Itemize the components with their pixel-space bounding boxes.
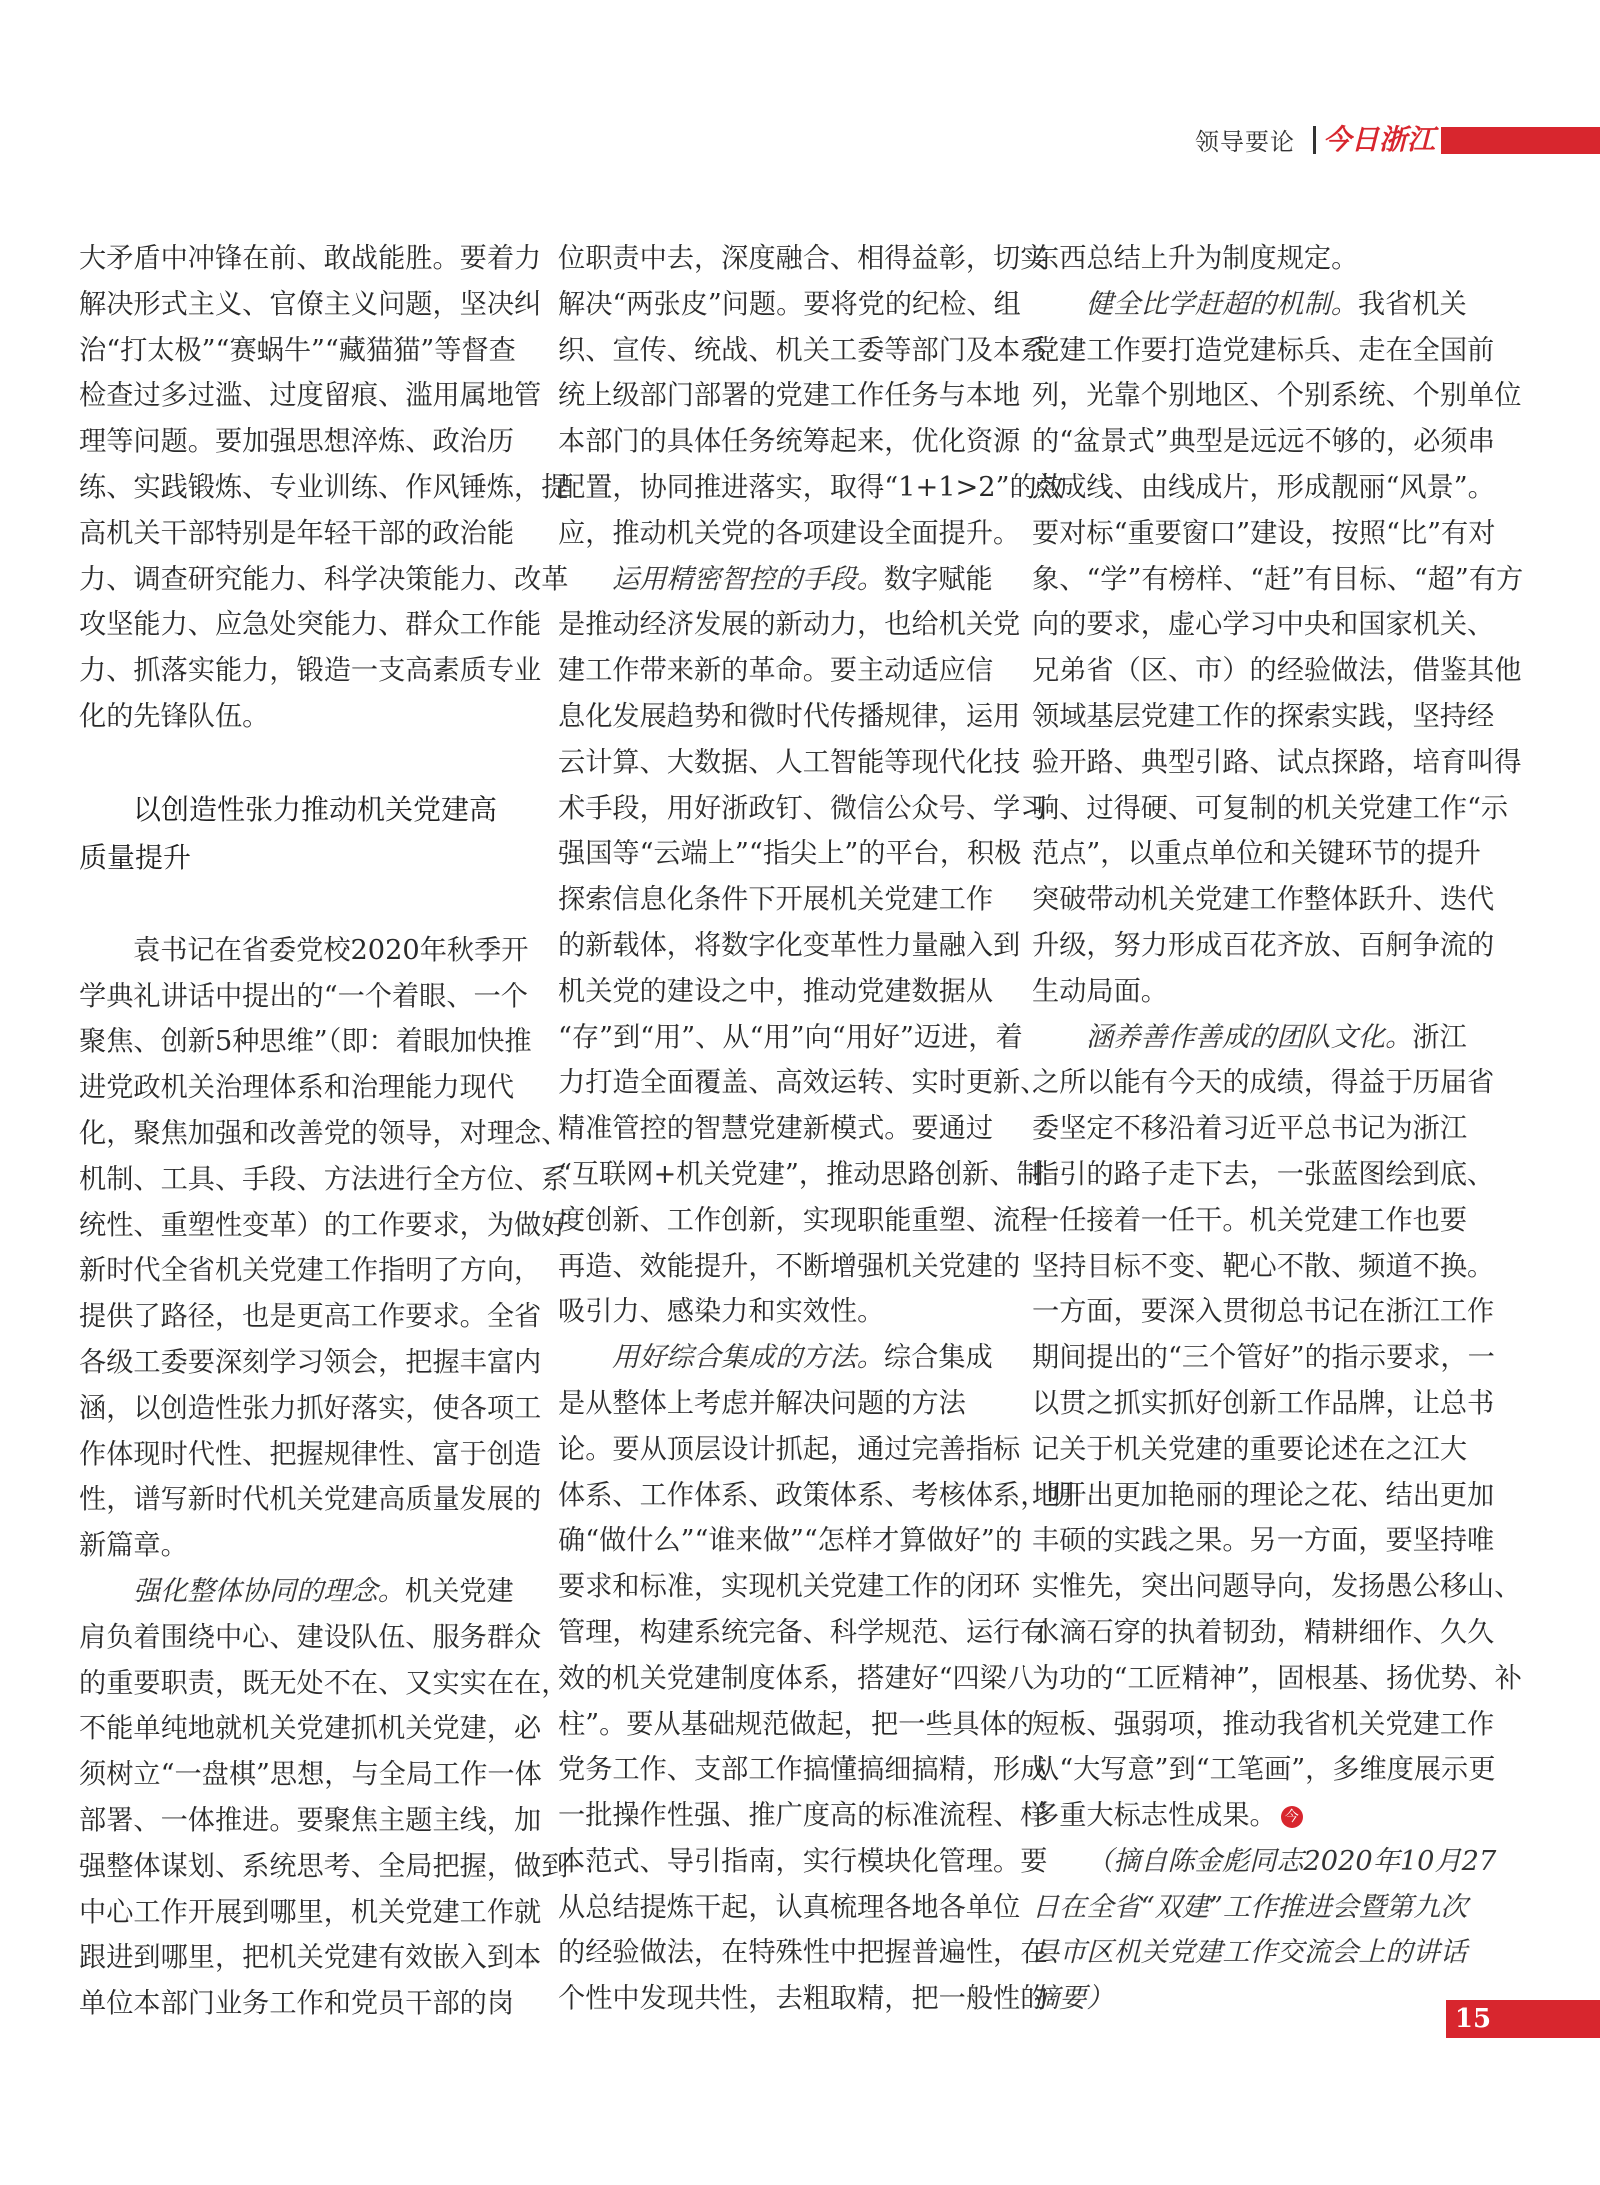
text-line: 的经验做法，在特殊性中把握普遍性，在 bbox=[558, 1937, 1048, 1969]
text-line: 高机关干部特别是年轻干部的政治能 bbox=[79, 517, 515, 549]
text-line: 短板、强弱项，推动我省机关党建工作 bbox=[1032, 1708, 1495, 1740]
paragraph-body bbox=[79, 928, 569, 1569]
text-line: 丰硕的实践之果。另一方面，要坚持唯 bbox=[1032, 1525, 1495, 1557]
text-line: 突破带动机关党建工作整体跃升、迭代 bbox=[1032, 884, 1495, 916]
text-line: 位职责中去，深度融合、相得益彰，切实 bbox=[558, 243, 1048, 274]
text-line: 性，谱写新时代机关党建高质量发展的 bbox=[79, 1484, 542, 1516]
text-line: 论。要从顶层设计抓起，通过完善指标 bbox=[558, 1433, 1021, 1465]
text-line: 新篇章。 bbox=[79, 1530, 188, 1562]
section-title: 领导要论 bbox=[1195, 128, 1295, 156]
text-line: 治“打太极”“赛蜗牛”“藏猫猫”等督查 bbox=[79, 334, 516, 366]
heading-line: 以创造性张力推动机关党建高 bbox=[133, 792, 498, 826]
text-line: 确“做什么”“谁来做”“怎样才算做好”的 bbox=[558, 1525, 1023, 1557]
text-line: 配置，协同推进落实，取得“1+1>2”的效 bbox=[558, 471, 1064, 503]
text-line: “互联网+机关党建”，推动思路创新、制 bbox=[558, 1158, 1044, 1190]
magazine-logo: 今日浙江 bbox=[1323, 123, 1436, 156]
page-number: 15 bbox=[1454, 2004, 1492, 2034]
text-line: 息化发展趋势和微时代传播规律，运用 bbox=[558, 700, 1021, 732]
text-line: 跟进到哪里，把机关党建有效嵌入到本 bbox=[79, 1942, 542, 1974]
subheading-rest: 我省机关 bbox=[1357, 288, 1467, 320]
text-line: 党建工作要打造党建标兵、走在全国前 bbox=[1032, 334, 1495, 366]
text-line: 一方面，要深入贯彻总书记在浙江工作 bbox=[1032, 1296, 1495, 1328]
text-line: 涵，以创造性张力抓好落实，使各项工 bbox=[79, 1392, 542, 1424]
text-line: 是从整体上考虑并解决问题的方法 bbox=[558, 1387, 966, 1419]
text-line: 管理，构建系统完备、科学规范、运行有 bbox=[558, 1616, 1048, 1648]
text-line: 统性、重塑性变革）的工作要求，为做好 bbox=[79, 1209, 569, 1241]
closing-text: 多重大标志性成果。 bbox=[1032, 1800, 1277, 1832]
text-line: 提供了路径，也是更高工作要求。全省 bbox=[79, 1301, 542, 1333]
text-line: 建工作带来新的革命。要主动适应信 bbox=[558, 655, 994, 687]
page-number-bar bbox=[1446, 2000, 1600, 2038]
text-line: 个性中发现共性，去粗取精，把一般性的 bbox=[558, 1983, 1048, 2015]
text-line: 统上级部门部署的党建工作任务与本地 bbox=[558, 380, 1021, 412]
source-line: 摘要） bbox=[1032, 1983, 1114, 2015]
text-line: 响、过得硬、可复制的机关党建工作“示 bbox=[1032, 792, 1509, 824]
paragraph-body bbox=[558, 236, 1064, 557]
text-line: 织、宣传、统战、机关工委等部门及本系 bbox=[558, 334, 1048, 366]
end-mark-icon: 今 bbox=[1281, 1806, 1303, 1828]
text-line: 之所以能有今天的成绩，得益于历届省 bbox=[1032, 1067, 1495, 1099]
text-line: 列，光靠个别地区、个别系统、个别单位 bbox=[1032, 380, 1522, 412]
text-line: 范点”，以重点单位和关键环节的提升 bbox=[1032, 838, 1481, 870]
text-line: “存”到“用”、从“用”向“用好”迈进，着 bbox=[558, 1021, 1023, 1053]
text-line: 中心工作开展到哪里，机关党建工作就 bbox=[79, 1896, 542, 1928]
subheading-lead: 健全比学赶超的机制。 bbox=[1086, 288, 1358, 320]
text-line: 兄弟省（区、市）的经验做法，借鉴其他 bbox=[1032, 655, 1522, 687]
text-line: 效的机关党建制度体系，搭建好“四梁八 bbox=[558, 1662, 1035, 1694]
text-line: 进党政机关治理体系和治理能力现代 bbox=[79, 1072, 515, 1104]
text-line: 精准管控的智慧党建新模式。要通过 bbox=[558, 1113, 994, 1145]
text-line: 体系、工作体系、政策体系、考核体系，明 bbox=[558, 1479, 1075, 1511]
text-line: 力、抓落实能力，锻造一支高素质专业 bbox=[79, 655, 542, 687]
text-line: 学典礼讲话中提出的“一个着眼、一个 bbox=[79, 980, 528, 1012]
text-line: 强国等“云端上”“指尖上”的平台，积极 bbox=[558, 838, 1022, 870]
text-line: 实惟先，突出问题导向，发扬愚公移山、 bbox=[1032, 1571, 1522, 1603]
subheading-line bbox=[558, 1335, 998, 1381]
text-line: 要求和标准，实现机关党建工作的闭环 bbox=[558, 1571, 1021, 1603]
text-line: 各级工委要深刻学习领会，把握丰富内 bbox=[79, 1346, 542, 1378]
paragraph-body bbox=[1032, 328, 1524, 1015]
text-line: 作体现时代性、把握规律性、富于创造 bbox=[79, 1438, 542, 1470]
heading-line: 质量提升 bbox=[79, 840, 192, 874]
text-line: 本范式、导引指南，实行模块化管理。要 bbox=[558, 1845, 1048, 1877]
text-line: 强整体谋划、系统思考、全局把握，做到 bbox=[79, 1850, 569, 1882]
column-1 bbox=[79, 236, 569, 2027]
text-line: 须树立“一盘棋”思想，与全局工作一体 bbox=[79, 1759, 542, 1791]
paragraph-body bbox=[1032, 1060, 1522, 1793]
text-line: 记关于机关党建的重要论述在之江大 bbox=[1032, 1433, 1468, 1465]
subheading-lead: 涵养善作善成的团队文化。 bbox=[1086, 1021, 1413, 1053]
text-line: 生动局面。 bbox=[1032, 975, 1168, 1007]
text-line: 为功的“工匠精神”，固根基、扬优势、补 bbox=[1032, 1662, 1522, 1694]
text-line: 再造、效能提升，不断增强机关党建的 bbox=[558, 1250, 1021, 1282]
text-line: 一批操作性强、推广度高的标准流程、样 bbox=[558, 1800, 1048, 1832]
text-line: 以贯之抓实抓好创新工作品牌，让总书 bbox=[1032, 1387, 1495, 1419]
text-line: 指引的路子走下去，一张蓝图绘到底、 bbox=[1032, 1158, 1495, 1190]
text-line: 单位本部门业务工作和党员干部的岗 bbox=[79, 1988, 515, 2020]
header-separator bbox=[1313, 126, 1316, 154]
text-line: 化的先锋队伍。 bbox=[79, 700, 270, 732]
text-line: 从总结提炼干起，认真梳理各地各单位 bbox=[558, 1891, 1021, 1923]
text-line: 部署、一体推进。要聚焦主题主线，加 bbox=[79, 1804, 542, 1836]
text-line: 大矛盾中冲锋在前、敢战能胜。要着力 bbox=[79, 243, 542, 274]
text-line: 理等问题。要加强思想淬炼、政治历 bbox=[79, 426, 515, 458]
text-line: 要对标“重要窗口”建设，按照“比”有对 bbox=[1032, 517, 1496, 549]
subheading-lead: 用好综合集成的方法。 bbox=[612, 1342, 884, 1374]
source-line: 县市区机关党建工作交流会上的讲话 bbox=[1032, 1937, 1468, 1969]
text-line: 聚焦、创新5种思维”（即：着眼加快推 bbox=[79, 1026, 532, 1058]
text-line: 云计算、大数据、人工智能等现代化技 bbox=[558, 746, 1021, 778]
subheading-line bbox=[1032, 1015, 1472, 1061]
paragraph-body bbox=[79, 1615, 569, 2027]
text-line: 新时代全省机关党建工作指明了方向， bbox=[79, 1255, 542, 1287]
paragraph-body bbox=[1032, 236, 1472, 282]
paragraph-body bbox=[558, 602, 1048, 1335]
text-line: 机制、工具、手段、方法进行全方位、系 bbox=[79, 1163, 569, 1195]
text-line: 象、“学”有榜样、“赶”有目标、“超”有方 bbox=[1032, 563, 1524, 595]
text-line: 肩负着围绕中心、建设队伍、服务群众 bbox=[79, 1621, 542, 1653]
subheading-line bbox=[79, 1569, 519, 1615]
header-red-bar bbox=[1441, 127, 1600, 154]
subheading-rest: 综合集成 bbox=[883, 1342, 993, 1374]
text-line: 委坚定不移沿着习近平总书记为浙江 bbox=[1032, 1113, 1468, 1145]
text-line: 力打造全面覆盖、高效运转、实时更新、 bbox=[558, 1067, 1048, 1099]
text-line: 领域基层党建工作的探索实践，坚持经 bbox=[1032, 700, 1495, 732]
text-line: 的“盆景式”典型是远远不够的，必须串 bbox=[1032, 426, 1495, 458]
text-line: 的重要职责，既无处不在、又实实在在， bbox=[79, 1667, 569, 1699]
text-line: 袁书记在省委党校2020年秋季开 bbox=[133, 934, 529, 966]
subheading-lead: 运用精密智控的手段。 bbox=[612, 563, 884, 595]
text-line: 术手段，用好浙政钉、微信公众号、学习 bbox=[558, 792, 1048, 824]
text-line: 柱”。要从基础规范做起，把一些具体的 bbox=[558, 1708, 1035, 1740]
text-line: 练、实践锻炼、专业训练、作风锤炼，提 bbox=[79, 471, 569, 503]
text-line: 应，推动机关党的各项建设全面提升。 bbox=[558, 517, 1021, 549]
text-line: 解决“两张皮”问题。要将党的纪检、组 bbox=[558, 288, 1021, 320]
text-line: 探索信息化条件下开展机关党建工作 bbox=[558, 884, 994, 916]
text-line: 力、调查研究能力、科学决策能力、改革 bbox=[79, 563, 569, 595]
text-line: 验开路、典型引路、试点探路，培育叫得 bbox=[1032, 746, 1522, 778]
text-line: 检查过多过滥、过度留痕、滥用属地管 bbox=[79, 380, 542, 412]
text-line: 是推动经济发展的新动力，也给机关党 bbox=[558, 609, 1021, 641]
source-line: （摘自陈金彪同志2020年10月27 bbox=[1086, 1845, 1497, 1877]
source-line: 日在全省“双建”工作推进会暨第九次 bbox=[1032, 1891, 1468, 1923]
text-line: 解决形式主义、官僚主义问题，坚决纠 bbox=[79, 288, 542, 320]
paragraph-intro bbox=[79, 236, 569, 740]
subheading-rest: 机关党建 bbox=[404, 1575, 514, 1607]
section-heading bbox=[79, 786, 519, 882]
text-line: 一任接着一任干。机关党建工作也要 bbox=[1032, 1204, 1468, 1236]
text-line: 地开出更加艳丽的理论之花、结出更加 bbox=[1032, 1479, 1495, 1511]
text-line: 本部门的具体任务统筹起来，优化资源 bbox=[558, 426, 1021, 458]
text-line: 水滴石穿的执着韧劲，精耕细作、久久 bbox=[1032, 1616, 1495, 1648]
text-line: 不能单纯地就机关党建抓机关党建，必 bbox=[79, 1713, 542, 1745]
text-line: 升级，努力形成百花齐放、百舸争流的 bbox=[1032, 929, 1495, 961]
text-line: 期间提出的“三个管好”的指示要求，一 bbox=[1032, 1342, 1495, 1374]
text-line: 吸引力、感染力和实效性。 bbox=[558, 1296, 885, 1328]
text-line: 化，聚焦加强和改善党的领导，对理念、 bbox=[79, 1117, 569, 1149]
text-line: 攻坚能力、应急处突能力、群众工作能 bbox=[79, 609, 542, 641]
subheading-rest: 浙江 bbox=[1412, 1021, 1467, 1053]
subheading-lead: 强化整体协同的理念。 bbox=[133, 1575, 405, 1607]
subheading-rest: 数字赋能 bbox=[883, 563, 993, 595]
page-header bbox=[1195, 118, 1600, 164]
text-line: 坚持目标不变、靶心不散、频道不换。 bbox=[1032, 1250, 1495, 1282]
subheading-line bbox=[1032, 282, 1472, 328]
text-line: 的新载体，将数字化变革性力量融入到 bbox=[558, 929, 1021, 961]
closing-line bbox=[1032, 1793, 1472, 1839]
text-line: 向的要求，虚心学习中央和国家机关、 bbox=[1032, 609, 1495, 641]
subheading-line bbox=[558, 557, 998, 603]
text-line: 从“大写意”到“工笔画”，多维度展示更 bbox=[1032, 1754, 1496, 1786]
text-line: 东西总结上升为制度规定。 bbox=[1032, 243, 1359, 274]
text-line: 机关党的建设之中，推动党建数据从 bbox=[558, 975, 994, 1007]
text-line: 度创新、工作创新，实现职能重塑、流程 bbox=[558, 1204, 1048, 1236]
text-line: 党务工作、支部工作搞懂搞细搞精，形成 bbox=[558, 1754, 1048, 1786]
text-line: 点成线、由线成片，形成靓丽“风景”。 bbox=[1032, 471, 1495, 503]
